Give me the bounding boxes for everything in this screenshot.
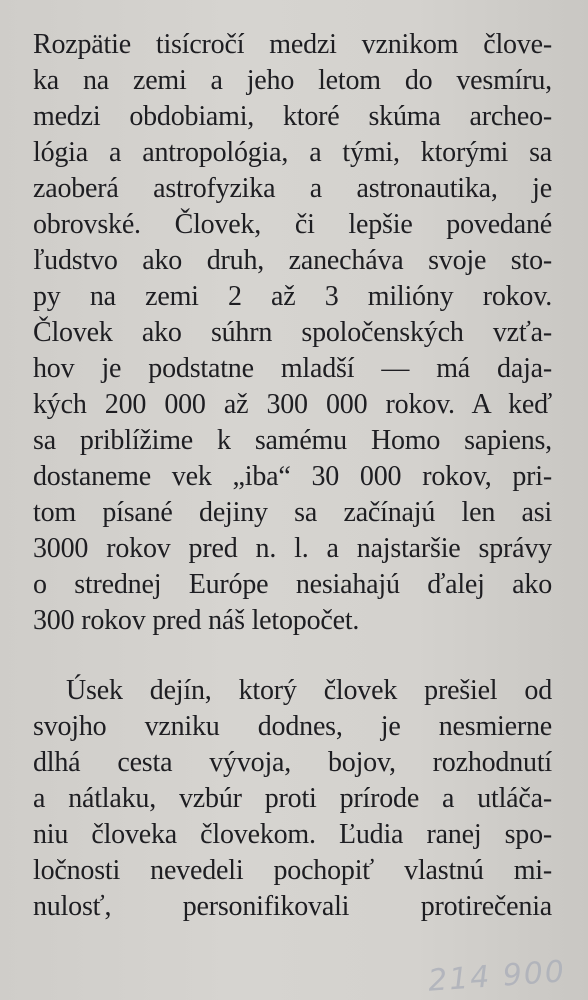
- text-line: zaoberá astrofyzika a astronautika, je: [33, 173, 552, 204]
- text-line: o strednej Európe nesiahajú ďalej ako: [33, 569, 552, 600]
- text-line: obrovské. Človek, či lepšie povedané: [33, 209, 552, 240]
- text-line: 300 rokov pred náš letopočet.: [33, 605, 360, 636]
- text-line: lógia a antropológia, a tými, ktorými sa: [33, 137, 552, 168]
- text-line: a nátlaku, vzbúr proti prírode a utláča-: [33, 783, 552, 814]
- text-line: py na zemi 2 až 3 milióny rokov.: [33, 281, 552, 312]
- text-line: medzi obdobiami, ktoré skúma archeo-: [33, 101, 552, 132]
- text-line: kých 200 000 až 300 000 rokov. A keď: [33, 389, 552, 420]
- text-line: niu človeka človekom. Ľudia ranej spo-: [33, 819, 552, 850]
- text-line: Človek ako súhrn spoločenských vzťa-: [33, 317, 552, 348]
- text-line: 3000 rokov pred n. l. a najstaršie správy: [33, 533, 552, 564]
- text-line: ka na zemi a jeho letom do vesmíru,: [33, 65, 552, 96]
- text-line: sa priblížime k samému Homo sapiens,: [33, 425, 552, 456]
- text-line: nulosť, personifikovali protirečenia: [33, 891, 552, 922]
- text-line: svojho vzniku dodnes, je nesmierne: [33, 711, 552, 742]
- text-line: hov je podstatne mladší — má daja-: [33, 353, 552, 384]
- text-line: ločnosti nevedeli pochopiť vlastnú mi-: [33, 855, 552, 886]
- text-line: tom písané dejiny sa začínajú len asi: [33, 497, 552, 528]
- text-line: ľudstvo ako druh, zanecháva svoje sto-: [33, 245, 552, 276]
- text-line: dlhá cesta vývoja, bojov, rozhodnutí: [33, 747, 552, 778]
- text-line: Rozpätie tisícročí medzi vznikom člove-: [33, 29, 552, 60]
- text-line: Úsek dejín, ktorý človek prešiel od: [66, 675, 552, 706]
- handwritten-pencil-note: 214 900: [426, 954, 568, 999]
- text-line: dostaneme vek „iba“ 30 000 rokov, pri-: [33, 461, 552, 492]
